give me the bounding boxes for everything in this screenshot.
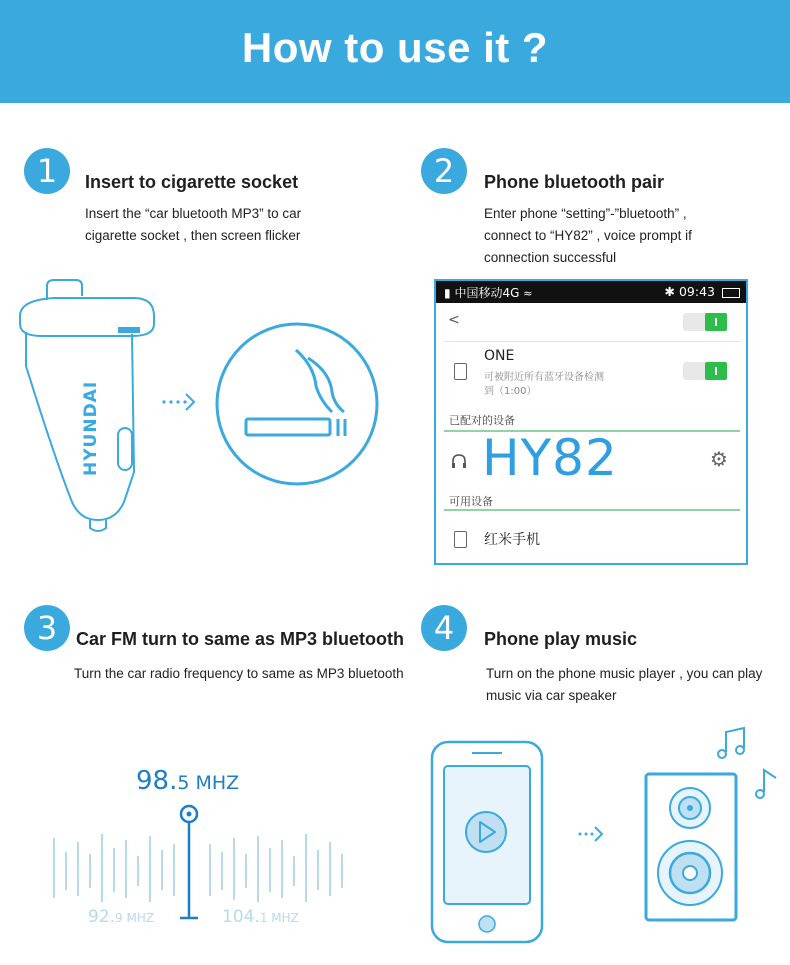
available-devices-label: 可用设备	[449, 495, 493, 508]
dotted-arrow-icon	[579, 833, 594, 836]
step-2-desc-line: connection successful	[484, 250, 617, 265]
current-frequency	[136, 766, 239, 796]
wifi-icon: ≈	[523, 287, 533, 300]
step-4-description	[486, 663, 762, 707]
frequency-ticks	[54, 834, 342, 902]
charger-body	[26, 332, 134, 520]
frequency-scale	[48, 798, 358, 924]
speaker-icon	[646, 774, 736, 920]
step-2-desc-line: Enter phone “setting”-”bluetooth” ,	[484, 206, 687, 221]
arrow-head-icon	[186, 394, 194, 410]
status-time: 09:43	[678, 284, 716, 299]
frequency-main-decimal: 5 MHZ	[177, 772, 240, 794]
step-2-badge: 2	[421, 148, 467, 194]
status-carrier	[444, 284, 532, 301]
smoke-icon	[296, 350, 332, 412]
device-settings-gear-icon[interactable]: ⚙	[710, 447, 728, 471]
visibility-toggle[interactable]	[683, 362, 727, 380]
dotted-arrow-icon	[162, 400, 186, 403]
lower-frequency	[88, 907, 154, 927]
available-device-name[interactable]: 红米手机	[484, 532, 540, 548]
step-4-title: Phone play music	[484, 629, 638, 649]
charger-tip	[90, 520, 106, 531]
cigarette-icon	[246, 419, 330, 435]
step-1-badge: 1	[24, 148, 70, 194]
play-icon	[466, 812, 506, 852]
step-1-desc-line: Insert the “car bluetooth MP3” to car	[85, 206, 302, 221]
charger-brand-label: HYUNDAI	[81, 380, 101, 476]
frequency-needle	[180, 806, 198, 918]
page-title: How to use it ?	[241, 24, 549, 71]
paired-devices-label: 已配对的设备	[449, 414, 515, 427]
phone-to-speaker-illustration	[424, 722, 784, 954]
lower-frequency-integer: 92.	[88, 907, 116, 927]
device-visibility-timer: 到（1:00）	[484, 386, 537, 397]
step-3-badge: 3	[24, 605, 70, 651]
lower-frequency-decimal: 9 MHZ	[115, 911, 155, 925]
car-charger-illustration	[14, 276, 394, 540]
step-2-title: Phone bluetooth pair	[484, 172, 664, 192]
cigarette-socket-icon	[217, 324, 377, 484]
back-button[interactable]: <	[448, 312, 460, 328]
step-4-badge: 4	[421, 605, 467, 651]
header-banner	[0, 0, 790, 103]
upper-frequency-decimal: 1 MHZ	[259, 911, 299, 925]
paired-device-name[interactable]: HY82	[482, 429, 618, 487]
phone-icon	[454, 531, 467, 548]
charger-led	[118, 327, 140, 333]
upper-frequency-integer: 104.	[222, 907, 260, 927]
step-1-description	[85, 203, 301, 247]
upper-frequency	[222, 907, 299, 927]
signal-icon: ▮	[444, 286, 451, 300]
charger-side-button	[118, 428, 132, 470]
phone-icon	[454, 363, 467, 380]
device-visibility-text: 可被附近所有蓝牙设备检测	[484, 372, 604, 383]
status-bar	[436, 281, 746, 303]
battery-icon	[722, 288, 740, 298]
bluetooth-settings-screenshot	[434, 279, 748, 565]
step-4-desc-line: Turn on the phone music player , you can play	[486, 666, 763, 681]
bluetooth-icon: ✱	[664, 284, 675, 299]
step-3-description	[74, 663, 404, 685]
step-4-desc-line: music via car speaker	[486, 688, 617, 703]
status-right	[665, 284, 740, 299]
step-3-title: Car FM turn to same as MP3 bluetooth	[76, 629, 405, 649]
carrier-label: 中国移动4G	[454, 286, 520, 300]
step-2-desc-line: connect to “HY82” , voice prompt if	[484, 228, 692, 243]
step-3-desc-line: Turn the car radio frequency to same as MP3 bluetooth	[74, 666, 404, 681]
arrow-head-icon	[595, 827, 602, 841]
headphones-icon	[450, 452, 468, 470]
step-1-title: Insert to cigarette socket	[85, 172, 299, 192]
step-2-description	[484, 203, 692, 269]
step-1-desc-line: cigarette socket , then screen flicker	[85, 228, 301, 243]
music-note-small-icon	[756, 770, 776, 798]
music-note-icon	[718, 728, 744, 758]
device-name: ONE	[484, 348, 515, 364]
frequency-main-integer: 98.	[136, 766, 178, 796]
bluetooth-toggle[interactable]	[683, 313, 727, 331]
